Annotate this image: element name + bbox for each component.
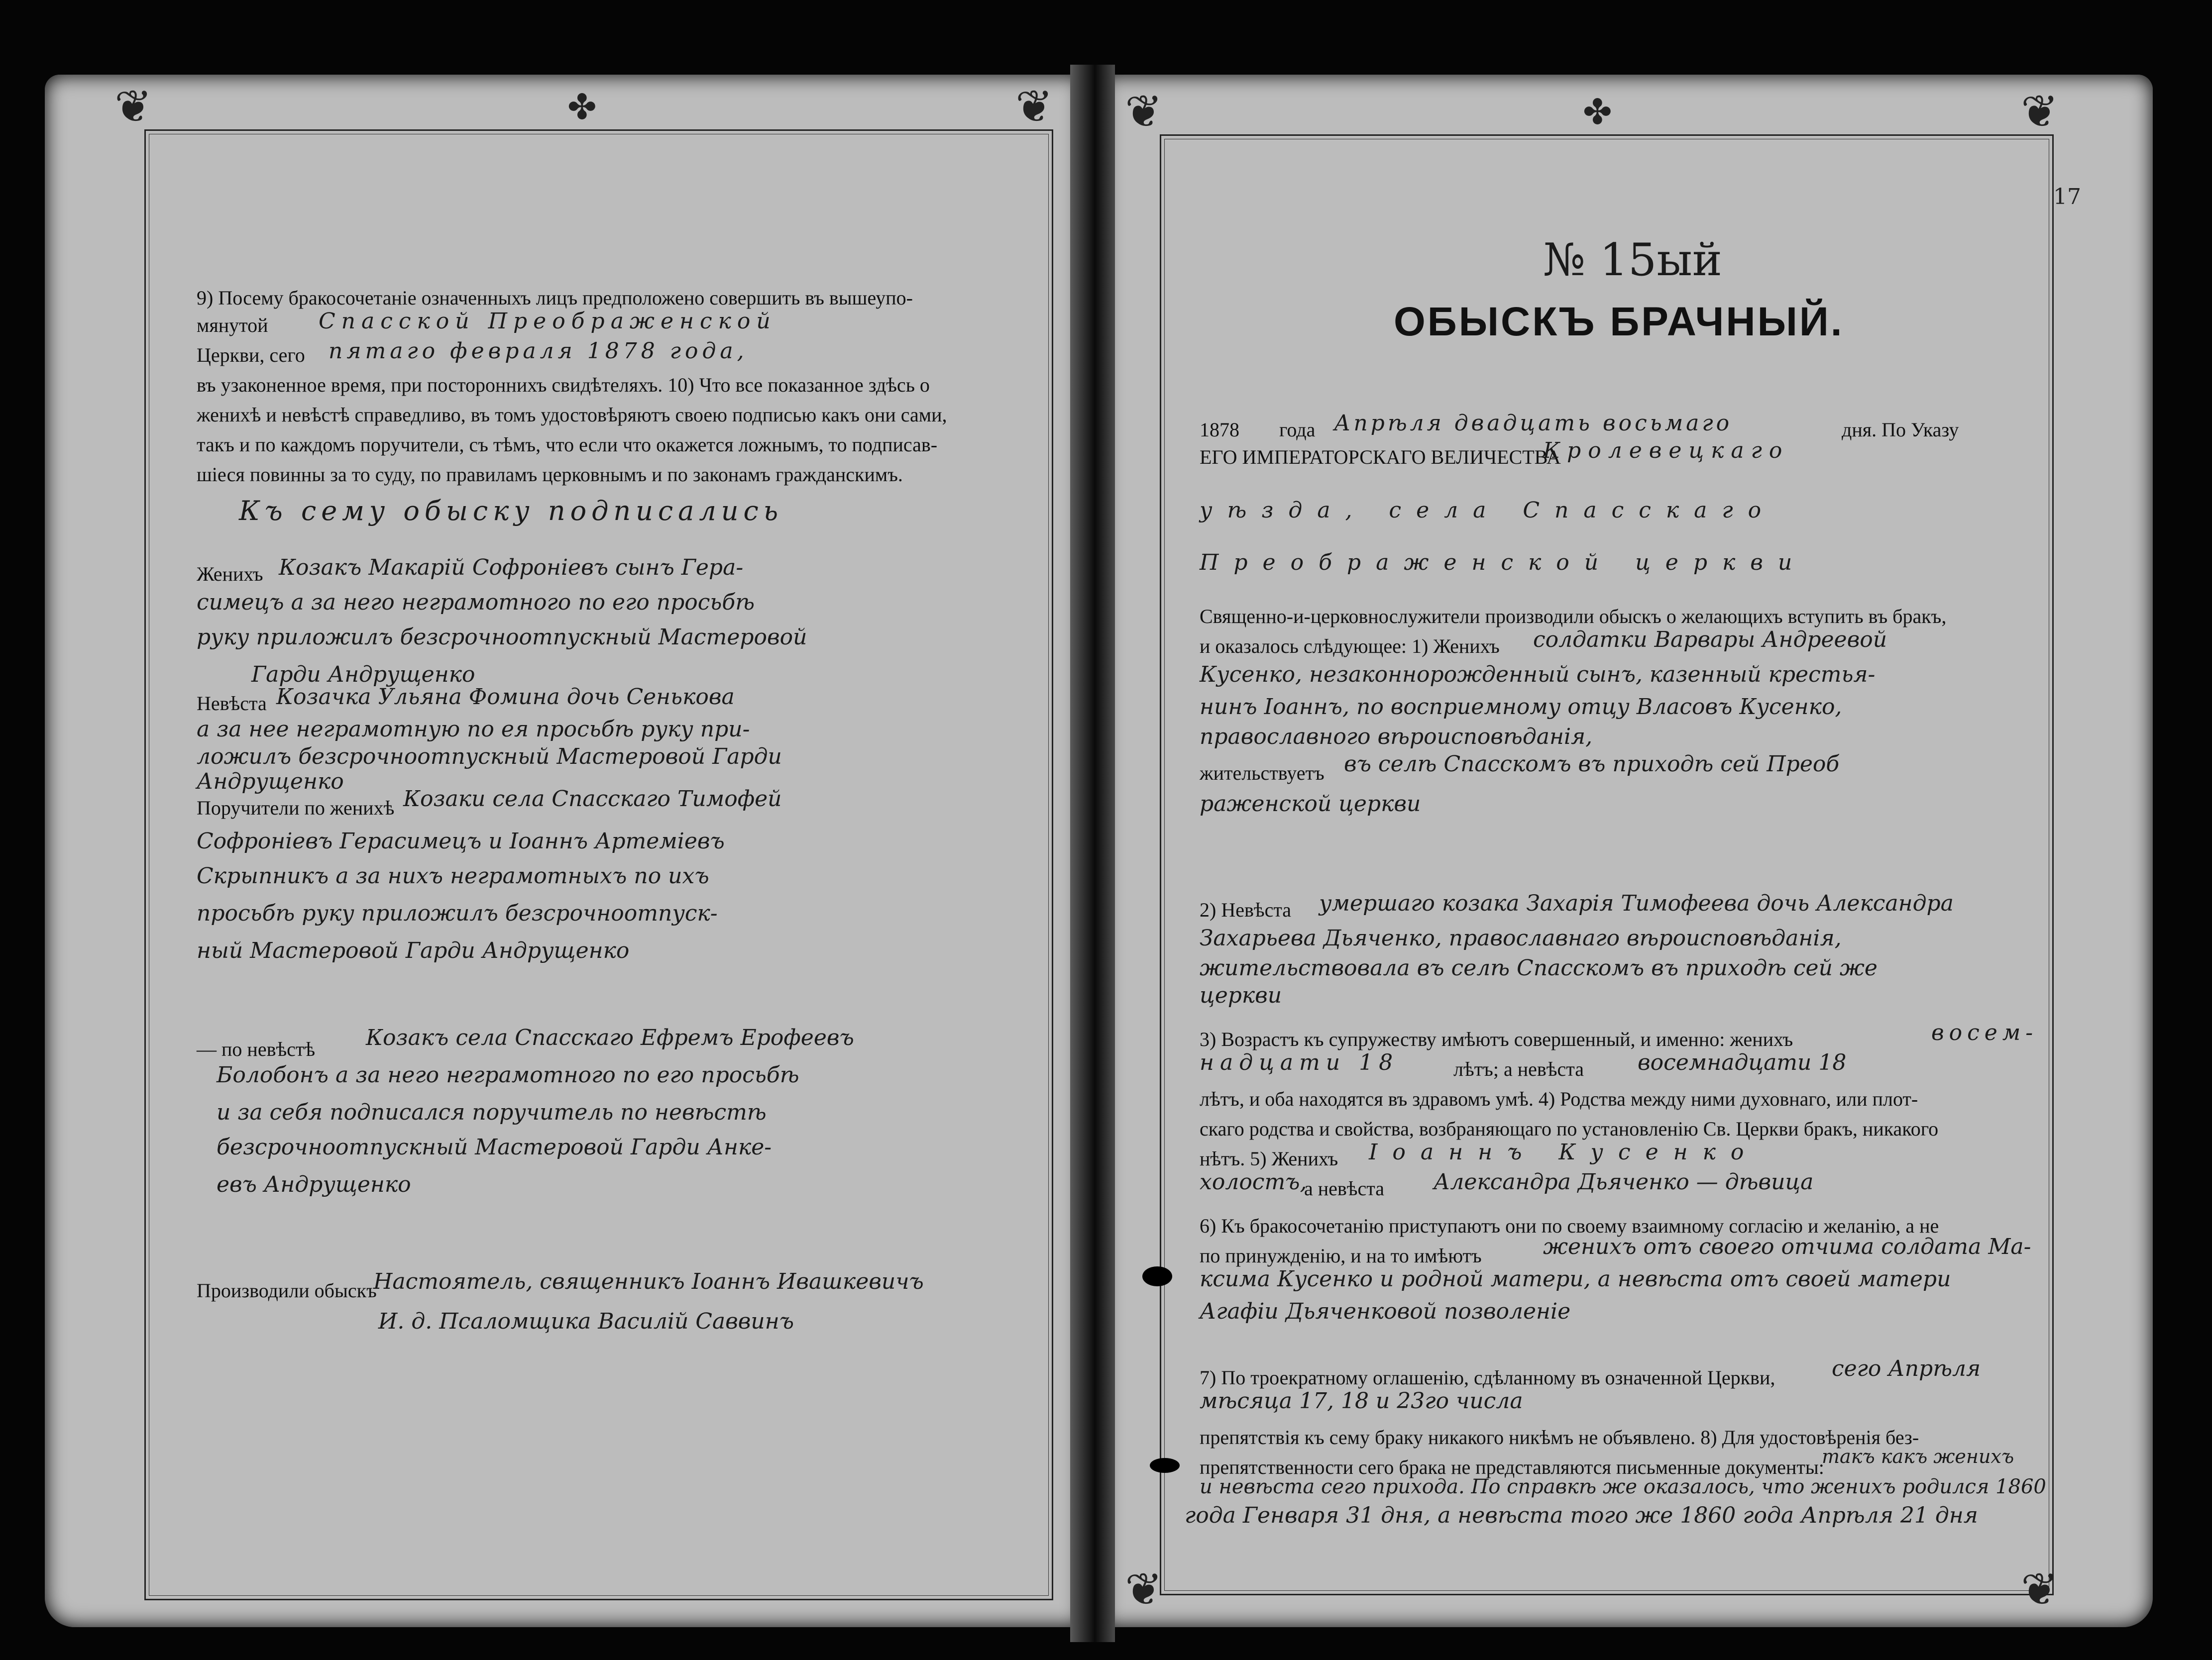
ornament-center-icon: ✤	[1583, 92, 1612, 132]
p9-line3-label: Церкви, сего	[197, 344, 305, 366]
residence-hand-1: въ селѣ Спасскомъ въ приходѣ сей Преоб	[1344, 751, 1840, 777]
groom-guarantors-line: ный Мастеровой Гарди Андрущенко	[197, 938, 630, 963]
groom-signature-line: руку приложилъ безсрочноотпускный Мастеровой	[197, 624, 807, 650]
book-gutter	[1070, 65, 1115, 1642]
consent-line2-label: по принужденію, и на то имѣютъ	[1200, 1245, 1482, 1267]
bride-label-right: 2) Невѣста	[1200, 899, 1292, 921]
ukaz-hand-2: уѣзда, села Спасскаго	[1200, 498, 1776, 523]
bride-guarantors-line: и за себя подписался поручитель по невѣстѣ	[217, 1100, 767, 1125]
residence-hand-2: раженской церкви	[1200, 791, 1421, 817]
record-number: № 15ый	[1543, 234, 1722, 286]
conducted-line: И. д. Псаломщика Василій Саввинъ	[378, 1309, 794, 1334]
age-line2-hand-1: надцати 18	[1200, 1050, 1399, 1075]
p9-line6: такъ и по каждомъ поручители, съ тѣмъ, что если что окажется ложнымъ, то подписав-	[197, 433, 938, 456]
age-line1: 3) Возрастъ къ супружеству имѣютъ совершенный, и именно: женихъ	[1200, 1028, 1793, 1050]
groom-signature-line: Гарди Андрущенко	[251, 662, 475, 687]
p9-line4: въ узаконенное время, при постороннихъ свидѣтеляхъ. 10) Что все показанное здѣсь о	[197, 374, 930, 396]
date-year: 1878	[1200, 418, 1239, 441]
age-line2-label: лѣтъ; а невѣста	[1453, 1058, 1584, 1080]
ukaz-hand-3: Преображенской церкви	[1200, 550, 1807, 575]
bride-guarantors-line: безсрочноотпускный Мастеровой Гарди Анке-	[217, 1135, 772, 1160]
ornament-corner-icon: ❦	[114, 81, 152, 133]
p9-line3-hand: пятаго февраля 1878 года,	[329, 338, 748, 364]
conducted-line: Настоятель, священникъ Іоаннъ Ивашкевичъ	[373, 1269, 924, 1294]
banns-line5-hand: и невѣста сего прихода. По справкѣ же оказалось, что женихъ родился 1860	[1200, 1475, 2046, 1498]
bride-guarantors-label: — по невѣстѣ	[197, 1038, 316, 1060]
consent-line2-hand: женихъ отъ своего отчима солдата Ма-	[1543, 1234, 2031, 1259]
page-title: ОБЫСКЪ БРАЧНЫЙ.	[1394, 299, 1844, 344]
banns-line1-hand: сего Апрѣля	[1832, 1356, 1981, 1381]
bride-signature-line: ложилъ безсрочноотпускный Мастеровой Гарди	[197, 744, 782, 769]
ornament-corner-icon: ❦	[2021, 86, 2059, 138]
clergy-line2-hand: солдатки Варвары Андреевой	[1533, 627, 1887, 652]
groom-guarantors-line: Козаки села Спасскаго Тимофей	[403, 786, 782, 812]
age-line5-hand: Іоаннъ Кусенко	[1369, 1140, 1759, 1165]
date-year-label: года	[1279, 418, 1316, 441]
bride-guarantors-line: Козакъ села Спасскаго Ефремъ Ерофеевъ	[366, 1025, 854, 1050]
age-line1-hand: восем-	[1931, 1020, 2038, 1045]
clergy-line1: Священно-и-церковнослужители производили обыскъ о желающихъ вступить въ бракъ,	[1200, 605, 1947, 627]
groom-guarantors-line: Скрыпникъ а за нихъ неграмотныхъ по ихъ	[197, 863, 709, 889]
p9-line5: женихѣ и невѣстѣ справедливо, въ томъ удостовѣряютъ своею подписью какъ они сами,	[197, 404, 947, 426]
bride-label: Невѣста	[197, 692, 267, 715]
banns-line4: препятственности сего брака не представляются письменные документы:	[1200, 1456, 1824, 1478]
consent-line1: 6) Къ бракосочетанію приступаютъ они по своему взаимному согласію и желанію, а не	[1200, 1215, 1939, 1237]
ornament-center-icon: ✤	[567, 87, 597, 127]
date-hand: Апрѣля двадцать восьмаго	[1334, 411, 1733, 436]
groom-guarantors-label: Поручители по женихѣ	[197, 797, 395, 819]
ukaz-hand-1: Кролевецкаго	[1543, 438, 1789, 463]
groom-description-line: православного вѣроисповѣданія,	[1200, 724, 1593, 749]
banns-line3: препятствія къ сему браку никакого никѣмъ не объявлено. 8) Для удостовѣренія без-	[1200, 1426, 1919, 1449]
bride-guarantors-line: евъ Андрущенко	[217, 1172, 411, 1197]
page-number: 17	[2053, 184, 2081, 209]
groom-guarantors-line: Софроніевъ Герасимецъ и Іоаннъ Артеміевъ	[197, 829, 725, 854]
p9-line1: 9) Посему бракосочетаніе означенныхъ лицъ предположено совершить въ вышеупо-	[197, 287, 913, 309]
p9-line7: шіеся повинны за то суду, по правиламъ церковнымъ и по законамъ гражданскимъ.	[197, 463, 903, 486]
bride-signature-line: Андрущенко	[197, 769, 344, 794]
conducted-label: Производили обыскъ	[197, 1279, 377, 1302]
bride-description-line: Захарьева Дьяченко, православнаго вѣроисповѣданія,	[1200, 926, 1842, 951]
groom-guarantors-line: просьбѣ руку приложилъ безсрочноотпуск-	[197, 901, 718, 926]
ornament-corner-icon: ❦	[1125, 86, 1163, 138]
ornament-corner-icon: ❦	[2021, 1563, 2059, 1616]
banns-line4-hand: такъ какъ женихъ	[1822, 1446, 2014, 1467]
groom-signature-line: Козакъ Макарій Софроніевъ сынъ Гера-	[279, 555, 744, 580]
banns-line6-hand: года Генваря 31 дня, а невѣста того же 1860 года Апрѣля 21 дня	[1185, 1503, 1978, 1528]
bride-description-line: жительствовала въ селѣ Спасскомъ въ приходѣ сей же	[1200, 955, 1878, 981]
bride-signature-line: а за нее неграмотную по ея просьбѣ руку при-	[197, 717, 750, 742]
banns-line2-hand: мѣсяца 17, 18 и 23го числа	[1200, 1388, 1523, 1414]
bride-description-line: умершаго козака Захарія Тимофеева дочь Александра	[1319, 891, 1954, 916]
groom-description-line: нинъ Іоаннъ, по восприемному отцу Власовъ Кусенко,	[1200, 694, 1842, 720]
clergy-line2-label: и оказалось слѣдующее: 1) Женихъ	[1200, 635, 1500, 657]
groom-signature-line: симецъ а за него неграмотного по его просьбѣ	[197, 590, 755, 615]
bride-signature-line: Козачка Ульяна Фомина дочь Сенькова	[276, 684, 735, 710]
consent-line3-hand: ксима Кусенко и родной матери, а невѣста отъ своей матери	[1200, 1266, 1951, 1292]
age-line4: скаго родства и свойства, возбраняющаго по установленію Св. Церкви бракъ, никакого	[1200, 1118, 1939, 1140]
ukaz-line: ЕГО ИМПЕРАТОРСКАГО ВЕЛИЧЕСТВА	[1200, 446, 1561, 468]
bride-guarantors-line: Болобонъ а за него неграмотного по его просьбѣ	[217, 1062, 799, 1088]
ornament-corner-icon: ❦	[1015, 81, 1053, 133]
groom-description-line: Кусенко, незаконнорожденный сынъ, казенный крестья-	[1200, 662, 1876, 687]
ornament-corner-icon: ❦	[1125, 1563, 1163, 1616]
age-line6-hand-1: холостъ,	[1200, 1169, 1307, 1195]
ink-blot	[1142, 1266, 1172, 1286]
age-line6-label: а невѣста	[1304, 1177, 1384, 1200]
bride-description-line: церкви	[1200, 983, 1282, 1008]
residence-label: жительствуетъ	[1200, 762, 1325, 784]
signed-header: Къ сему обыску подписались	[239, 495, 783, 526]
age-line6-hand-2: Александра Дьяченко — дѣвица	[1434, 1169, 1814, 1195]
groom-label: Женихъ	[197, 563, 263, 585]
banns-line1-label: 7) По троекратному оглашенію, сдѣланному въ означенной Церкви,	[1200, 1366, 1775, 1389]
p9-line2-hand: Спасской Преображенской	[319, 309, 776, 334]
p9-line2-label: мянутой	[197, 314, 268, 336]
age-line5-label: нѣтъ. 5) Женихъ	[1200, 1147, 1338, 1170]
age-line2-hand-2: восемнадцати 18	[1638, 1050, 1847, 1075]
date-day-label: дня. По Указу	[1842, 418, 1959, 441]
consent-line4-hand: Агафіи Дьяченковой позволеніе	[1200, 1299, 1571, 1324]
age-line3: лѣтъ, и оба находятся въ здравомъ умѣ. 4) Родства между ними духовнаго, или плот-	[1200, 1088, 1918, 1110]
ink-blot	[1150, 1458, 1180, 1473]
